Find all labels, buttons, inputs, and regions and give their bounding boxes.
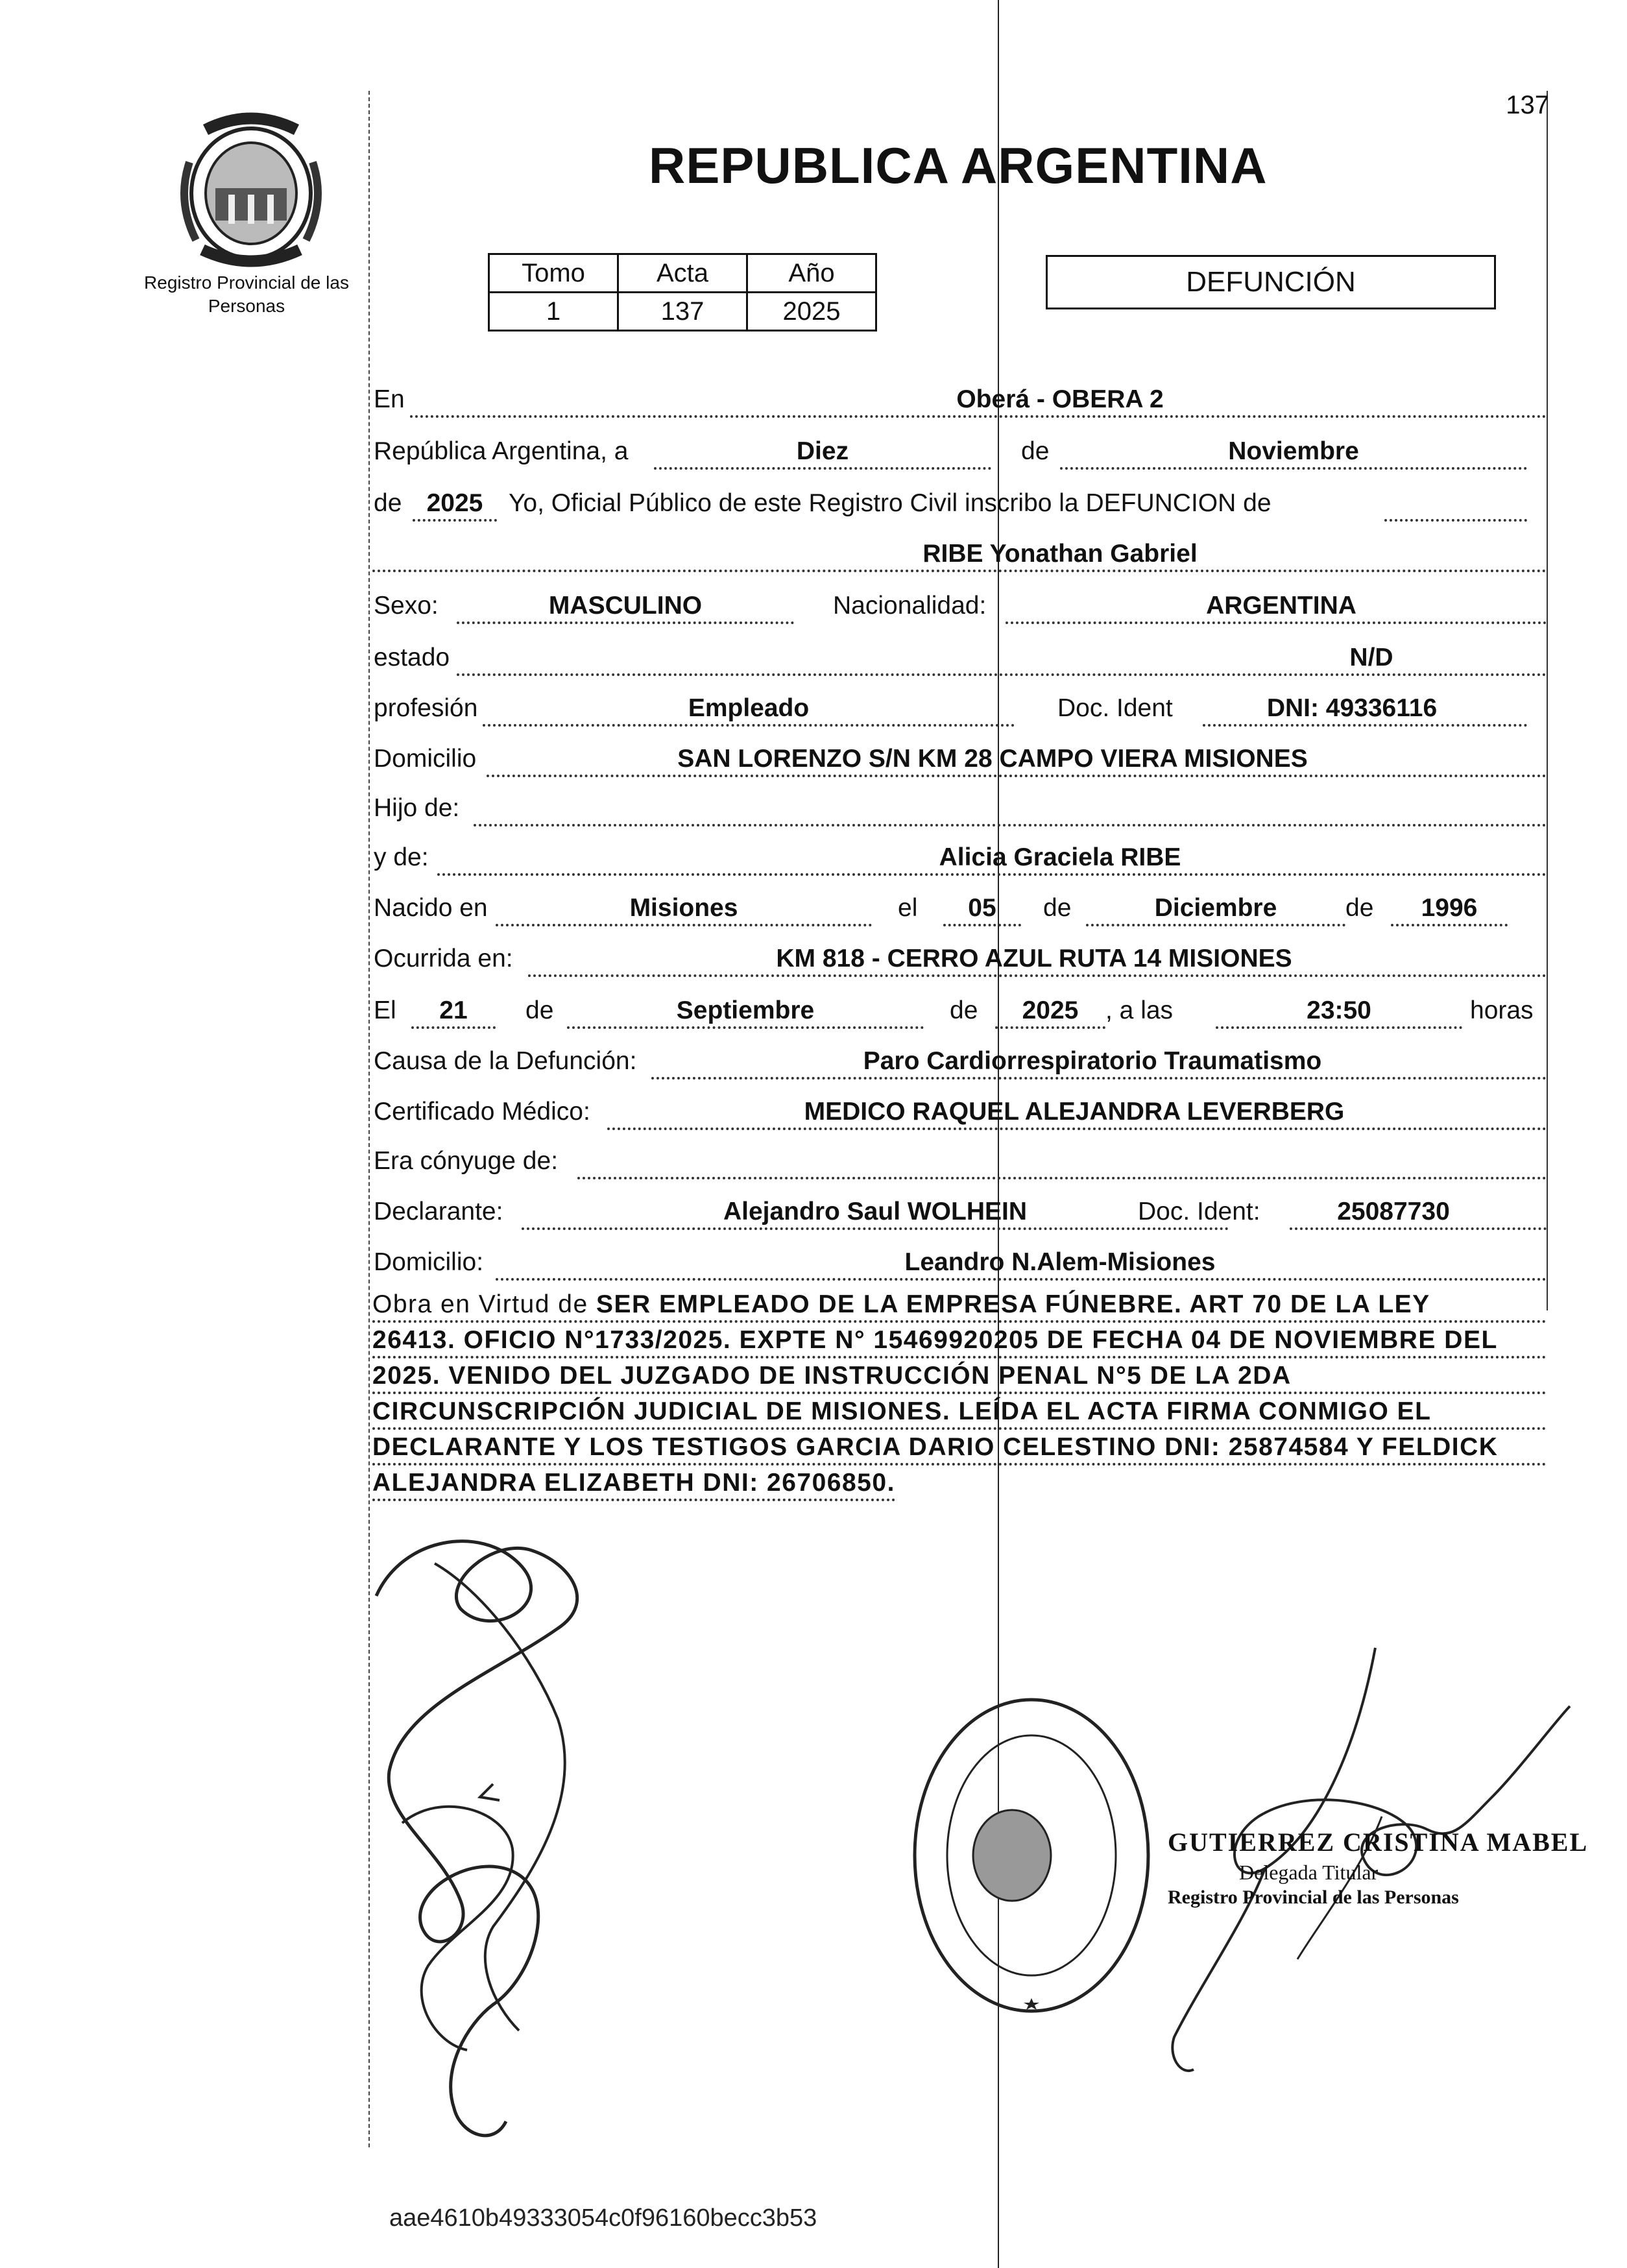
obra-paragraph bbox=[372, 1287, 1547, 1510]
conyuge-label: Era cónyuge de: bbox=[374, 1147, 559, 1175]
row-year bbox=[372, 474, 1547, 525]
hijo-label: Hijo de: bbox=[374, 794, 460, 822]
birth-day: 05 bbox=[968, 894, 996, 922]
declarant-signature bbox=[363, 1512, 727, 2160]
row-estado bbox=[372, 628, 1547, 680]
death-de2-label: de bbox=[950, 996, 978, 1024]
nacionalidad-value: ARGENTINA bbox=[1206, 592, 1356, 620]
officer-registry: Registro Provincial de las Personas bbox=[1168, 1887, 1459, 1908]
yo-text: Yo, Oficial Público de este Registro Civil inscribo la DEFUNCION de bbox=[509, 489, 1271, 517]
row-causa bbox=[372, 1031, 1547, 1083]
row-nacido bbox=[372, 878, 1547, 930]
obra-line: CIRCUNSCRIPCIÓN JUDICIAL DE MISIONES. LEÍDA EL ACTA FIRMA CONMIGO EL bbox=[372, 1394, 1547, 1430]
row-en bbox=[372, 370, 1547, 422]
domicilio2-value: Leandro N.Alem-Misiones bbox=[904, 1248, 1216, 1276]
domicilio-label: Domicilio bbox=[374, 745, 477, 773]
nacido-place: Misiones bbox=[629, 894, 738, 922]
obra-label: Obra en Virtud de bbox=[372, 1290, 588, 1318]
obra-line: 26413. OFICIO N°1733/2025. EXPTE N° 15469920205 DE FECHA 04 DE NOVIEMBRE DEL bbox=[372, 1323, 1547, 1358]
domicilio-value: SAN LORENZO S/N KM 28 CAMPO VIERA MISIONES bbox=[677, 745, 1308, 773]
declarante-doc-label: Doc. Ident: bbox=[1138, 1198, 1260, 1225]
misiones-crest-icon bbox=[170, 110, 332, 272]
sexo-label: Sexo: bbox=[374, 592, 439, 620]
declarante-doc-value: 25087730 bbox=[1337, 1198, 1450, 1225]
profesion-label: profesión bbox=[374, 694, 478, 722]
row-declarante bbox=[372, 1182, 1547, 1234]
birth-de2-label: de bbox=[1345, 894, 1374, 922]
horas-label: horas bbox=[1470, 996, 1534, 1024]
officer-name: GUTIERREZ CRISTINA MABEL bbox=[1168, 1828, 1589, 1857]
doc-value: DNI: 49336116 bbox=[1266, 694, 1438, 722]
ocurrida-value: KM 818 - CERRO AZUL RUTA 14 MISIONES bbox=[776, 945, 1292, 972]
declarante-value: Alejandro Saul WOLHEIN bbox=[723, 1198, 1028, 1225]
obra-text: SER EMPLEADO DE LA EMPRESA FÚNEBRE. ART 70 DE LA LEY bbox=[596, 1290, 1430, 1318]
de-label: de bbox=[1021, 437, 1050, 465]
el-label: el bbox=[898, 894, 918, 922]
document-hash: aae4610b49333054c0f96160becc3b53 bbox=[389, 2204, 817, 2232]
de-label: de bbox=[374, 489, 402, 517]
death-month: Septiembre bbox=[676, 996, 815, 1024]
page-number: 137 bbox=[1506, 91, 1549, 119]
birth-de-label: de bbox=[1043, 894, 1072, 922]
row-certificado bbox=[372, 1082, 1547, 1134]
row-profesion bbox=[372, 679, 1547, 730]
record-table-header: Tomo bbox=[489, 254, 618, 293]
day-value: Diez bbox=[796, 437, 849, 465]
death-time: 23:50 bbox=[1307, 996, 1371, 1024]
record-type-box: DEFUNCIÓN bbox=[1046, 255, 1496, 309]
republica-label: República Argentina, a bbox=[374, 437, 629, 465]
row-domicilio bbox=[372, 729, 1547, 781]
row-ocurrida bbox=[372, 929, 1547, 981]
death-de-label: de bbox=[525, 996, 554, 1024]
estado-value: N/D bbox=[1349, 644, 1393, 671]
year-value: 2025 bbox=[426, 489, 483, 517]
row-domicilio-declarante bbox=[372, 1233, 1547, 1285]
row-sexo bbox=[372, 576, 1547, 628]
row-death-date bbox=[372, 981, 1547, 1033]
y-de-label: y de: bbox=[374, 843, 429, 871]
declarante-label: Declarante: bbox=[374, 1198, 503, 1225]
nacionalidad-label: Nacionalidad: bbox=[833, 592, 987, 620]
certificado-label: Certificado Médico: bbox=[374, 1098, 590, 1126]
obra-line: 2025. VENIDO DEL JUZGADO DE INSTRUCCIÓN PENAL N°5 DE LA 2DA bbox=[372, 1358, 1547, 1394]
obra-line: DECLARANTE Y LOS TESTIGOS GARCIA DARIO CELESTINO DNI: 25874584 Y FELDICK bbox=[372, 1430, 1547, 1466]
doc-label: Doc. Ident bbox=[1057, 694, 1173, 722]
place-value: Oberá - OBERA 2 bbox=[956, 385, 1164, 413]
causa-label: Causa de la Defunción: bbox=[374, 1047, 637, 1075]
causa-value: Paro Cardiorrespiratorio Traumatismo bbox=[863, 1047, 1322, 1075]
obra-line: ALEJANDRA ELIZABETH DNI: 26706850. bbox=[372, 1466, 895, 1501]
record-table-cell: 137 bbox=[618, 293, 747, 331]
el-cap-label: El bbox=[374, 996, 396, 1024]
registry-name: Registro Provincial de las Personas bbox=[144, 272, 349, 316]
profesion-value: Empleado bbox=[688, 694, 810, 722]
month-value: Noviembre bbox=[1228, 437, 1359, 465]
record-table-cell: 1 bbox=[489, 293, 618, 331]
birth-month: Diciembre bbox=[1154, 894, 1277, 922]
row-y-de bbox=[372, 828, 1547, 880]
row-hijo bbox=[372, 778, 1547, 830]
record-table-cell: 2025 bbox=[747, 293, 876, 331]
row-name bbox=[372, 524, 1547, 576]
sexo-value: MASCULINO bbox=[548, 592, 703, 620]
record-table bbox=[488, 253, 877, 332]
record-table-header: Año bbox=[747, 254, 876, 293]
death-year: 2025 bbox=[1022, 996, 1079, 1024]
death-day: 21 bbox=[439, 996, 468, 1024]
page-title: REPUBLICA ARGENTINA bbox=[649, 137, 1268, 194]
domicilio2-label: Domicilio: bbox=[374, 1248, 484, 1276]
certificado-value: MEDICO RAQUEL ALEJANDRA LEVERBERG bbox=[804, 1098, 1345, 1126]
row-conyuge bbox=[372, 1131, 1547, 1183]
obra-line bbox=[372, 1287, 1547, 1323]
deceased-name: RIBE Yonathan Gabriel bbox=[922, 540, 1198, 568]
right-border-line bbox=[1547, 91, 1548, 1310]
row-date bbox=[372, 422, 1547, 474]
ocurrida-label: Ocurrida en: bbox=[374, 945, 513, 972]
record-table-header: Acta bbox=[618, 254, 747, 293]
estado-label: estado bbox=[374, 644, 450, 671]
birth-year: 1996 bbox=[1421, 894, 1478, 922]
mother-name: Alicia Graciela RIBE bbox=[939, 843, 1181, 871]
officer-title: Delegada Titular bbox=[1239, 1861, 1379, 1884]
nacido-label: Nacido en bbox=[374, 894, 488, 922]
a-las-label: , a las bbox=[1105, 996, 1174, 1024]
en-label: En bbox=[374, 385, 405, 413]
